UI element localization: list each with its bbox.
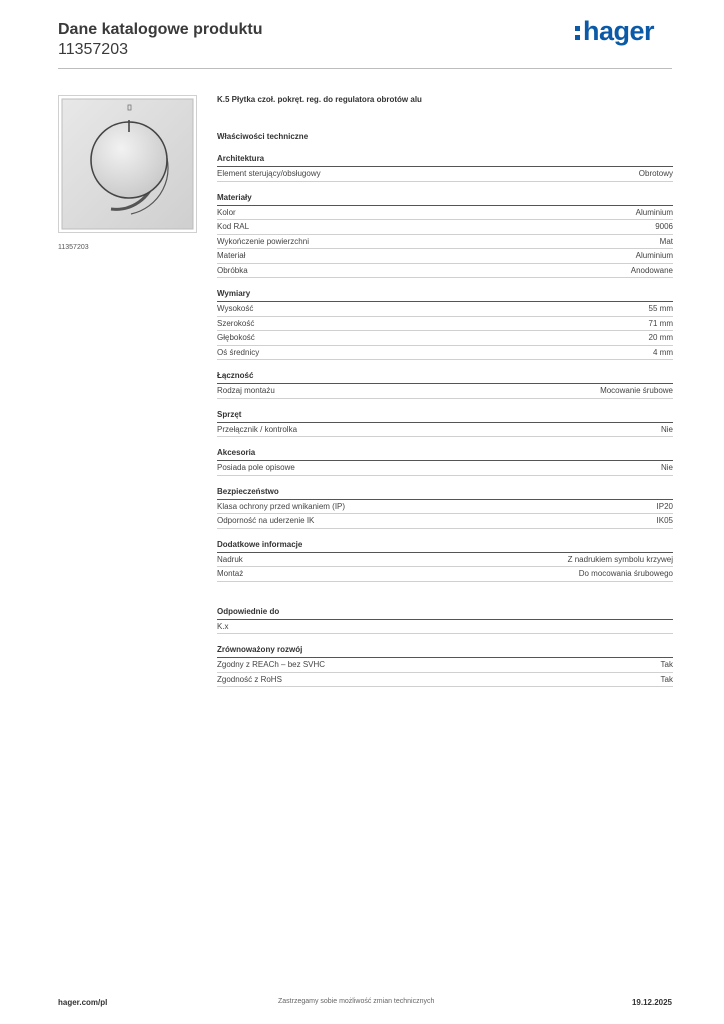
spec-label: Oś średnicy [217,347,260,357]
spec-value: 9006 [655,222,673,231]
spec-section [217,486,673,529]
spec-row [217,346,673,361]
section-title: Wymiary [217,288,673,302]
spec-value: 20 mm [648,333,673,342]
spec-value: 71 mm [648,318,673,328]
footer-website[interactable]: hager.com/pl [58,998,108,1007]
spec-label: Element sterujący/obsługowy [217,169,321,178]
spec-value: Do mocowania śrubowego [578,569,673,578]
section-title: Materiały [217,192,673,206]
spec-row [217,461,673,476]
spec-label: Przełącznik / kontrolka [217,424,298,434]
spec-row [217,331,673,346]
section-title: Bezpieczeństwo [217,486,673,500]
spec-section [217,409,673,438]
spec-row [217,567,673,582]
spec-value: Aluminium [635,251,673,260]
spec-label: Odporność na uderzenie IK [217,516,315,525]
document-title: Dane katalogowe produktu [58,21,263,38]
spec-label: Klasa ochrony przed wnikaniem (IP) [217,501,346,511]
footer-disclaimer: Zastrzegamy sobie możliwość zmian technicznych [278,998,435,1005]
spec-section [217,539,673,582]
document-header [58,20,262,60]
spec-section [217,606,673,635]
product-image [58,95,197,233]
spec-row [217,220,673,235]
spec-value: Obrotowy [638,169,673,178]
section-title: Sprzęt [217,409,673,423]
spec-section [217,153,673,182]
section-title: Zrównoważony rozwój [217,644,673,658]
spec-label: Rodzaj montażu [217,386,275,395]
spec-row [217,500,673,515]
spec-value: Mocowanie śrubowe [600,386,673,395]
spec-row [217,423,673,438]
spec-value: Anodowane [630,265,673,275]
spec-row [217,302,673,317]
product-name: K.5 Płytka czoł. pokręt. reg. do regulatora obrotów alu [217,95,422,104]
section-title: Architektura [217,153,673,167]
spec-sections [217,153,673,687]
spec-row [217,264,673,279]
spec-label: Montaż [217,569,244,578]
technical-properties-heading: Właściwości techniczne [217,132,309,141]
spec-value: Mat [659,236,673,246]
spec-section [217,288,673,360]
spec-label: Posiada pole opisowe [217,463,295,472]
spec-section [217,192,673,279]
spec-row [217,658,673,673]
spec-label: Kolor [217,207,236,217]
section-title: Łączność [217,370,673,384]
spec-value: Tak [660,674,673,684]
spec-section [217,447,673,476]
header-divider [58,68,672,69]
spec-section [217,370,673,399]
spec-label: Materiał [217,251,246,260]
spec-value: Nie [660,463,673,472]
section-spacer [217,592,673,606]
dimmer-plate-illustration [59,96,196,232]
logo-mark-icon [575,16,581,44]
section-title: Odpowiednie do [217,606,673,620]
spec-label: Wykończenie powierzchni [217,236,309,246]
spec-value: Nie [660,424,673,434]
spec-content [217,94,673,697]
spec-row [217,620,673,635]
image-caption: 11357203 [58,244,89,251]
spec-label: Szerokość [217,318,255,328]
spec-value: Aluminium [635,207,673,217]
spec-value: IK05 [656,516,673,525]
spec-row [217,249,673,264]
spec-row [217,553,673,568]
spec-value: 4 mm [653,347,673,357]
spec-value: 55 mm [648,304,673,313]
spec-label: Nadruk [217,554,243,564]
product-number: 11357203 [58,41,128,58]
footer-date: 19.12.2025 [631,998,672,1007]
section-title: Dodatkowe informacje [217,539,673,553]
spec-value: IP20 [656,501,673,511]
hager-logo [575,16,654,47]
spec-label: Zgodność z RoHS [217,674,282,684]
spec-value: Tak [660,660,673,669]
spec-row [217,167,673,182]
spec-value: Z nadrukiem symbolu krzywej [567,554,673,564]
spec-label: Zgodny z REACh – bez SVHC [217,660,326,669]
spec-label: K.x [217,621,229,631]
spec-row [217,673,673,688]
spec-label: Wysokość [217,304,254,313]
spec-label: Kod RAL [217,222,250,231]
spec-label: Głębokość [217,333,255,342]
spec-row [217,514,673,529]
spec-row [217,384,673,399]
logo-text: hager [582,16,654,46]
spec-row [217,235,673,250]
section-title: Akcesoria [217,447,673,461]
spec-row [217,317,673,332]
spec-label: Obróbka [217,265,248,275]
spec-section [217,644,673,687]
spec-row [217,206,673,221]
